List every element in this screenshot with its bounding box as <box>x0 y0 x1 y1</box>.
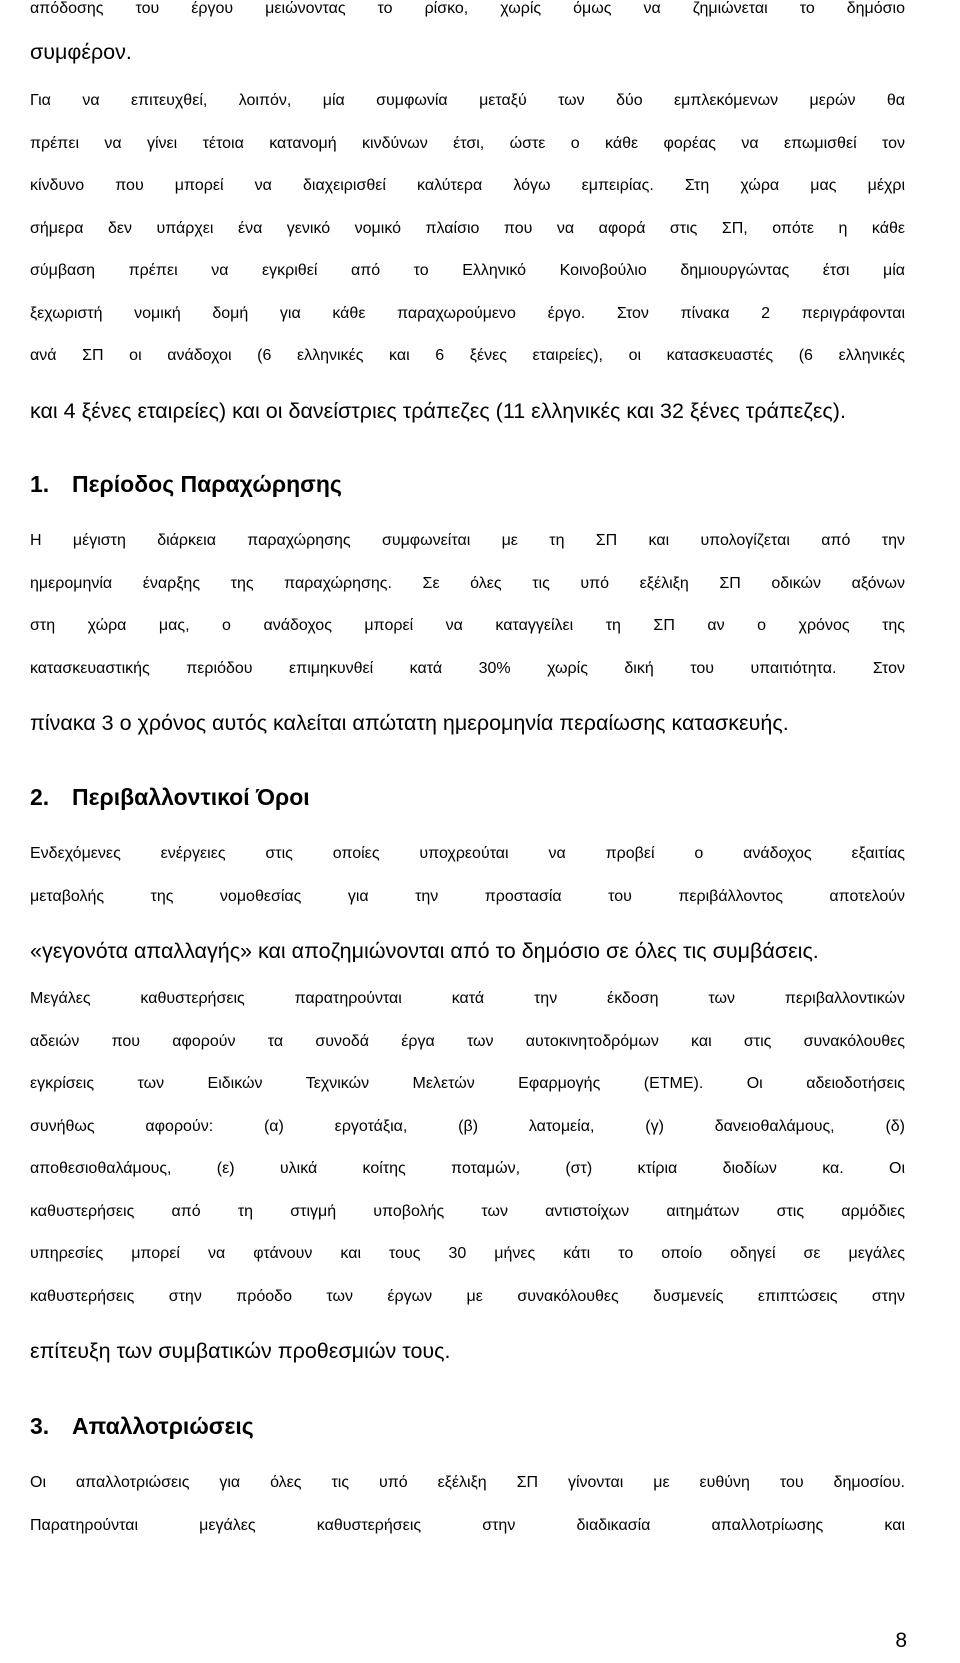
section-number: 1. <box>30 471 50 497</box>
text-line: Μεγάλες καθυστερήσεις παρατηρούνται κατά την έκδοση των περιβαλλοντικών <box>30 990 905 1007</box>
text-line: αποθεσιοθαλάμους, (ε) υλικά κοίτης ποταμών, (στ) κτίρια διοδίων κα. Οι <box>30 1160 905 1177</box>
section-number: 3. <box>30 1413 50 1439</box>
section-heading <box>30 469 342 499</box>
text-line: σύμβαση πρέπει να εγκριθεί από το Ελληνικό Κοινοβούλιο δημιουργώντας έτσι μία <box>30 262 905 279</box>
body-paragraph <box>30 92 905 432</box>
text-line: Παρατηρούνται μεγάλες καθυστερήσεις στην διαδικασία απαλλοτρίωσης και <box>30 1516 905 1534</box>
text-line: ημερομηνία έναρξης της παραχώρησης. Σε όλες τις υπό εξέλιξη ΣΠ οδικών αξόνων <box>30 574 905 592</box>
text-line: κατασκευαστικής περιόδου επιμηκυνθεί κατά 30% χωρίς δική του υπαιτιότητα. Στον <box>30 659 905 677</box>
text-line: αδειών που αφορούν τα συνοδά έργα των αυτοκινητοδρόμων και στις συνακόλουθες <box>30 1032 905 1050</box>
text-line: Η μέγιστη διάρκεια παραχώρησης συμφωνείται με τη ΣΠ και υπολογίζεται από την <box>30 532 905 549</box>
text-line: στη χώρα μας, ο ανάδοχος μπορεί να καταγγείλει τη ΣΠ αν ο χρόνος της <box>30 617 905 634</box>
body-paragraph <box>30 845 905 973</box>
section-title: Περιβαλλοντικοί Όροι <box>72 784 310 810</box>
text-line: και 4 ξένες εταιρείες) και οι δανείστριες τράπεζες (11 ελληνικές και 32 ξένες τράπεζες). <box>30 398 846 423</box>
section-heading <box>30 782 310 812</box>
text-line: πρέπει να γίνει τέτοια κατανομή κινδύνων έτσι, ώστε ο κάθε φορέας να επωμισθεί τον <box>30 134 905 152</box>
text-line: μεταβολής της νομοθεσίας για την προστασία του περιβάλλοντος αποτελούν <box>30 887 905 905</box>
text-line: καθυστερήσεις από τη στιγμή υποβολής των αντιστοίχων αιτημάτων στις αρμόδιες <box>30 1202 905 1220</box>
section-number: 2. <box>30 784 50 810</box>
text-line: συνήθως αφορούν: (α) εργοτάξια, (β) λατομεία, (γ) δανειοθαλάμους, (δ) <box>30 1117 905 1135</box>
body-paragraph <box>30 990 905 1373</box>
text-line: πίνακα 3 ο χρόνος αυτός καλείται απώτατη ημερομηνία περαίωσης κατασκευής. <box>30 711 789 735</box>
text-line: «γεγονότα απαλλαγής» και αποζημιώνονται από το δημόσιο σε όλες τις συμβάσεις. <box>30 939 819 963</box>
text-line: Για να επιτευχθεί, λοιπόν, μία συμφωνία μεταξύ των δύο εμπλεκόμενων μερών θα <box>30 92 905 109</box>
text-line: ξεχωριστή νομική δομή για κάθε παραχωρούμενο έργο. Στον πίνακα 2 περιγράφονται <box>30 304 905 322</box>
section-title: Απαλλοτριώσεις <box>72 1413 254 1439</box>
text-line: απόδοσης του έργου μειώνοντας το ρίσκο, χωρίς όμως να ζημιώνεται το δημόσιο <box>30 0 905 17</box>
text-line: επίτευξη των συμβατικών προθεσμιών τους. <box>30 1339 451 1363</box>
text-line: καθυστερήσεις στην πρόοδο των έργων με συνακόλουθες δυσμενείς επιπτώσεις στην <box>30 1287 905 1305</box>
intro-paragraph <box>30 0 905 73</box>
section-title: Περίοδος Παραχώρησης <box>72 471 342 497</box>
body-paragraph <box>30 532 905 745</box>
text-line: υπηρεσίες μπορεί να φτάνουν και τους 30 μήνες κάτι το οποίο οδηγεί σε μεγάλες <box>30 1245 905 1262</box>
section-heading <box>30 1411 254 1441</box>
body-paragraph <box>30 1474 905 1559</box>
text-line: εγκρίσεις των Ειδικών Τεχνικών Μελετών Εφαρμογής (ΕΤΜΕ). Οι αδειοδοτήσεις <box>30 1075 905 1092</box>
text-line: κίνδυνο που μπορεί να διαχειρισθεί καλύτερα λόγω εμπειρίας. Στη χώρα μας μέχρι <box>30 177 905 194</box>
text-line: συμφέρον. <box>30 39 132 64</box>
text-line: Οι απαλλοτριώσεις για όλες τις υπό εξέλιξη ΣΠ γίνονται με ευθύνη του δημοσίου. <box>30 1474 905 1491</box>
text-line: ανά ΣΠ οι ανάδοχοι (6 ελληνικές και 6 ξένες εταιρείες), οι κατασκευαστές (6 ελληνικές <box>30 347 905 364</box>
text-line: Ενδεχόμενες ενέργειες στις οποίες υποχρεούται να προβεί ο ανάδοχος εξαιτίας <box>30 845 905 862</box>
page-number: 8 <box>895 1629 907 1652</box>
text-line: σήμερα δεν υπάρχει ένα γενικό νομικό πλαίσιο που να αφορά στις ΣΠ, οπότε η κάθε <box>30 219 905 237</box>
